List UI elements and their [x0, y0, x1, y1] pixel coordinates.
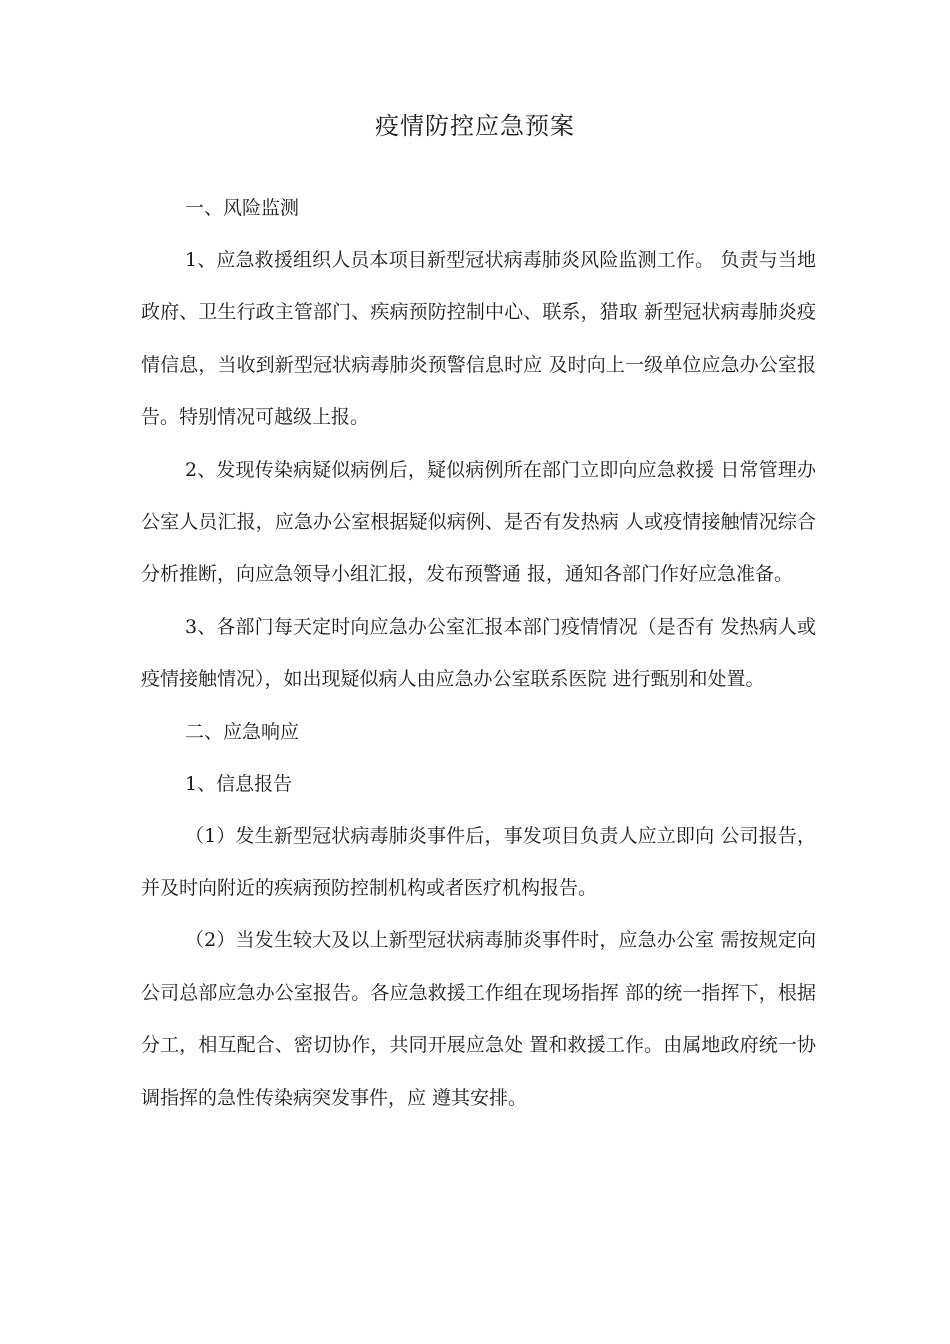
paragraph-monitoring-3: 3、各部门每天定时向应急办公室汇报本部门疫情情况（是否有 发热病人或疫情接触情况），如出现疑似病人由应急办公室联系医院 进行甄别和处置。 [141, 615, 816, 691]
section-heading-emergency-response: 二、应急响应 [185, 720, 300, 743]
document-title: 疫情防控应急预案 [375, 112, 575, 140]
subsection-heading-info-report: 1、信息报告 [185, 772, 293, 795]
document-body [141, 182, 816, 1124]
paragraph-monitoring-2: 2、发现传染病疑似病例后，疑似病例所在部门立即向应急救援 日常管理办公室人员汇报，应急办公室根据疑似病例、是否有发热病 人或疫情接触情况综合分析推断，向应急领导小组汇报，发布预警通 报，通知各部门作好应急准备。 [141, 458, 816, 586]
paragraph-report-1: （1）发生新型冠状病毒肺炎事件后，事发项目负责人应立即向 公司报告，并及时向附近的疾病预防控制机构或者医疗机构报告。 [141, 824, 816, 900]
paragraph-report-2: （2）当发生较大及以上新型冠状病毒肺炎事件时，应急办公室 需按规定向公司总部应急办公室报告。各应急救援工作组在现场指挥 部的统一指挥下，根据分工，相互配合、密切协作，共同开展应急处 置和救援工作。由属地政府统一协调指挥的急性传染病突发事件，应 遵其安排。 [141, 929, 816, 1109]
paragraph-monitoring-1: 1、应急救援组织人员本项目新型冠状病毒肺炎风险监测工作。 负责与当地政府、卫生行政主管部门、疾病预防控制中心、联系，猎取 新型冠状病毒肺炎疫情信息，当收到新型冠状病毒肺炎预警信息时应 及时向上一级单位应急办公室报告。特别情况可越级上报。 [141, 249, 816, 429]
section-heading-risk-monitoring: 一、风险监测 [185, 197, 300, 219]
